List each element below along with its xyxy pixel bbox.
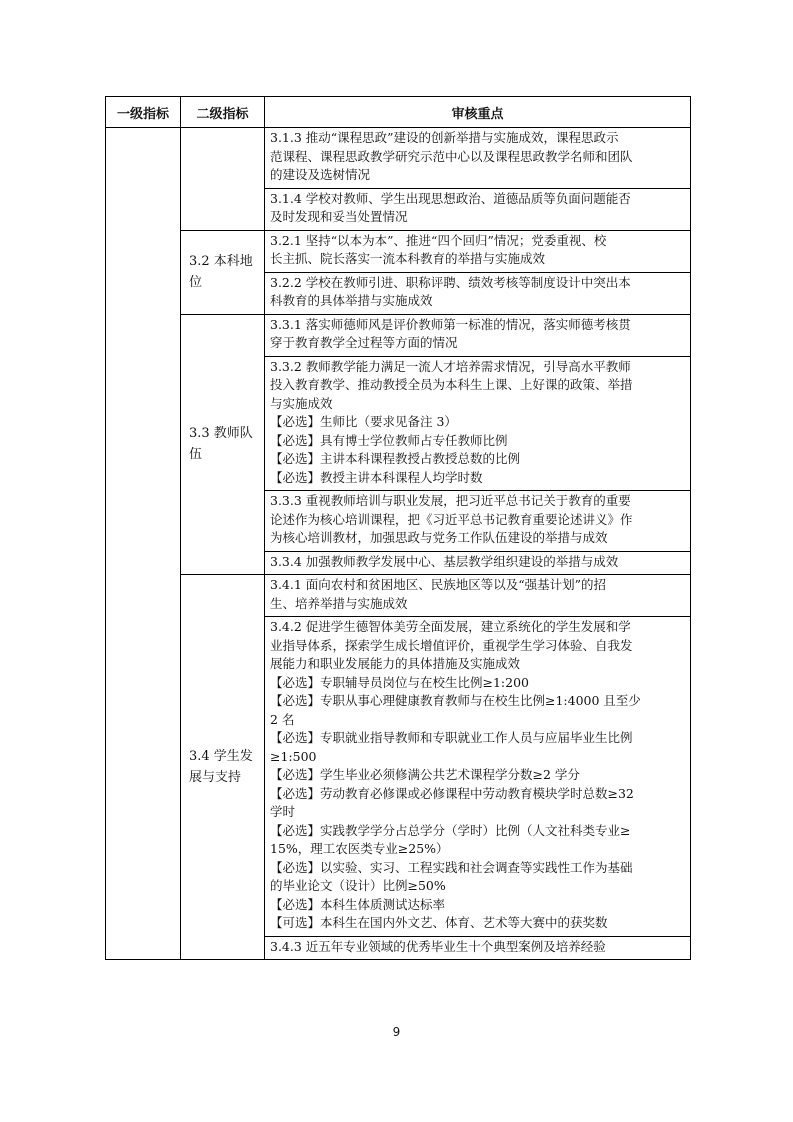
review-point-line: 3.3.1 落实师德师风是评价教师第一标准的情况，落实师德考核贯: [270, 316, 631, 332]
review-point-line: 【必选】实践教学学分占总学分（学时）比例（人文社科类专业≥: [270, 822, 631, 838]
review-point-line: 2 名: [270, 711, 295, 727]
level2-cell: 3.4 学生发展与支持: [181, 575, 265, 960]
review-point-line: 的建设及选树情况: [270, 167, 371, 182]
review-point-line: 【必选】生师比（要求见备注 3）: [270, 414, 457, 429]
review-point-line: 3.2.1 坚持“以本为本”、推进“四个回归”情况；党委重视、校: [270, 232, 607, 248]
review-point-line: 【必选】劳动教育必修课或必修课程中劳动教育模块学时总数≥32: [270, 785, 634, 801]
review-point-line: 生、培养举措与实施成效: [270, 595, 408, 611]
review-point-cell: [265, 491, 691, 552]
header-level1: 一级指标: [106, 97, 181, 128]
table-row: [106, 314, 691, 356]
review-point-line: 【必选】本科生体质测试达标率: [270, 896, 446, 912]
review-point-line: 与实施成效: [270, 395, 333, 411]
review-point-line: 【必选】学生毕业必须修满公共艺术课程学分数≥2 学分: [270, 767, 580, 782]
review-point-cell: [265, 128, 691, 189]
review-point-line: 范课程、课程思政教学研究示范中心以及课程思政教学名师和团队: [270, 148, 633, 164]
review-point-line: 【必选】专职就业指导教师和专职就业工作人员与应届毕业生比例: [270, 730, 633, 745]
review-point-line: 【必选】具有博士学位教师占专任教师比例: [270, 432, 508, 448]
review-point-line: 【可选】本科生在国内外文艺、体育、艺术等大赛中的获奖数: [270, 915, 608, 930]
header-focus: 审核重点: [265, 97, 691, 128]
level2-cell: [181, 128, 265, 231]
table-row: [106, 128, 691, 189]
review-point-line: 展能力和职业发展能力的具体措施及实施成效: [270, 656, 521, 671]
table-header-row: [106, 97, 691, 128]
review-point-line: 业指导体系，探索学生成长增值评价，重视学生学习体验、自我发: [270, 637, 633, 653]
review-point-line: 穿于教育教学全过程等方面的情况: [270, 335, 458, 350]
level2-cell: 3.3 教师队伍: [181, 314, 265, 575]
review-point-line: 3.3.2 教师教学能力满足一流人才培养需求情况，引导高水平教师: [270, 358, 631, 374]
review-point-line: 的毕业论文（设计）比例≥50%: [270, 878, 446, 893]
review-point-cell: [265, 551, 691, 575]
review-point-cell: [265, 575, 691, 617]
review-point-cell: [265, 356, 691, 491]
review-point-cell: [265, 272, 691, 314]
review-point-line: 长主抓、院长落实一流本科教育的举措与实施成效: [270, 251, 546, 266]
review-criteria-table: [105, 96, 691, 960]
review-point-line: 投入教育教学、推动教授全员为本科生上课、上好课的政策、举措: [270, 377, 633, 392]
table-row: [106, 575, 691, 617]
review-point-line: 为核心培训教材，加强思政与党务工作队伍建设的举措与成效: [270, 530, 608, 545]
review-point-line: 【必选】专职辅导员岗位与在校生比例≥1:200: [270, 674, 529, 690]
review-point-line: 【必选】以实验、实习、工程实践和社会调查等实践性工作为基础: [270, 859, 633, 875]
table-row: [106, 230, 691, 272]
review-point-line: 3.1.3 推动“课程思政”建设的创新举措与实施成效，课程思政示: [270, 130, 619, 145]
review-point-line: 3.4.3 近五年专业领域的优秀毕业生十个典型案例及培养经验: [270, 938, 606, 954]
review-point-line: 3.3.3 重视教师培训与职业发展，把习近平总书记关于教育的重要: [270, 493, 631, 508]
review-point-line: 3.4.2 促进学生德智体美劳全面发展，建立系统化的学生发展和学: [270, 619, 631, 634]
review-point-line: 3.1.4 学校对教师、学生出现思想政治、道德品质等负面问题能否: [270, 190, 631, 206]
review-point-line: 学时: [270, 804, 296, 819]
review-point-cell: [265, 314, 691, 356]
review-point-line: 科教育的具体举措与实施成效: [270, 293, 433, 308]
review-point-line: 论述作为核心培训课程，把《习近平总书记教育重要论述讲义》作: [270, 511, 633, 527]
level2-cell: 3.2 本科地位: [181, 230, 265, 314]
review-point-line: 3.3.4 加强教师教学发展中心、基层教学组织建设的举措与成效: [270, 553, 619, 569]
review-point-cell: [265, 188, 691, 230]
review-point-line: 及时发现和妥当处置情况: [270, 209, 408, 224]
level1-cell: [106, 128, 181, 960]
review-point-line: 【必选】主讲本科课程教授占教授总数的比例: [270, 451, 521, 466]
review-point-line: ≥1:500: [270, 748, 317, 764]
page-number: 9: [392, 1025, 401, 1039]
review-point-cell: [265, 617, 691, 937]
review-point-line: 15%，理工农医类专业≥25%）: [270, 841, 449, 856]
review-point-line: 3.4.1 面向农村和贫困地区、民族地区等以及“强基计划”的招: [270, 577, 607, 592]
review-point-line: 【必选】教授主讲本科课程人均学时数: [270, 469, 483, 485]
review-point-cell: [265, 936, 691, 960]
review-point-cell: [265, 230, 691, 272]
review-point-line: 3.2.2 学校在教师引进、职称评聘、绩效考核等制度设计中突出本: [270, 274, 631, 290]
header-level2: 二级指标: [181, 97, 265, 128]
review-point-line: 【必选】专职从事心理健康教育教师与在校生比例≥1:4000 且至少: [270, 693, 641, 708]
